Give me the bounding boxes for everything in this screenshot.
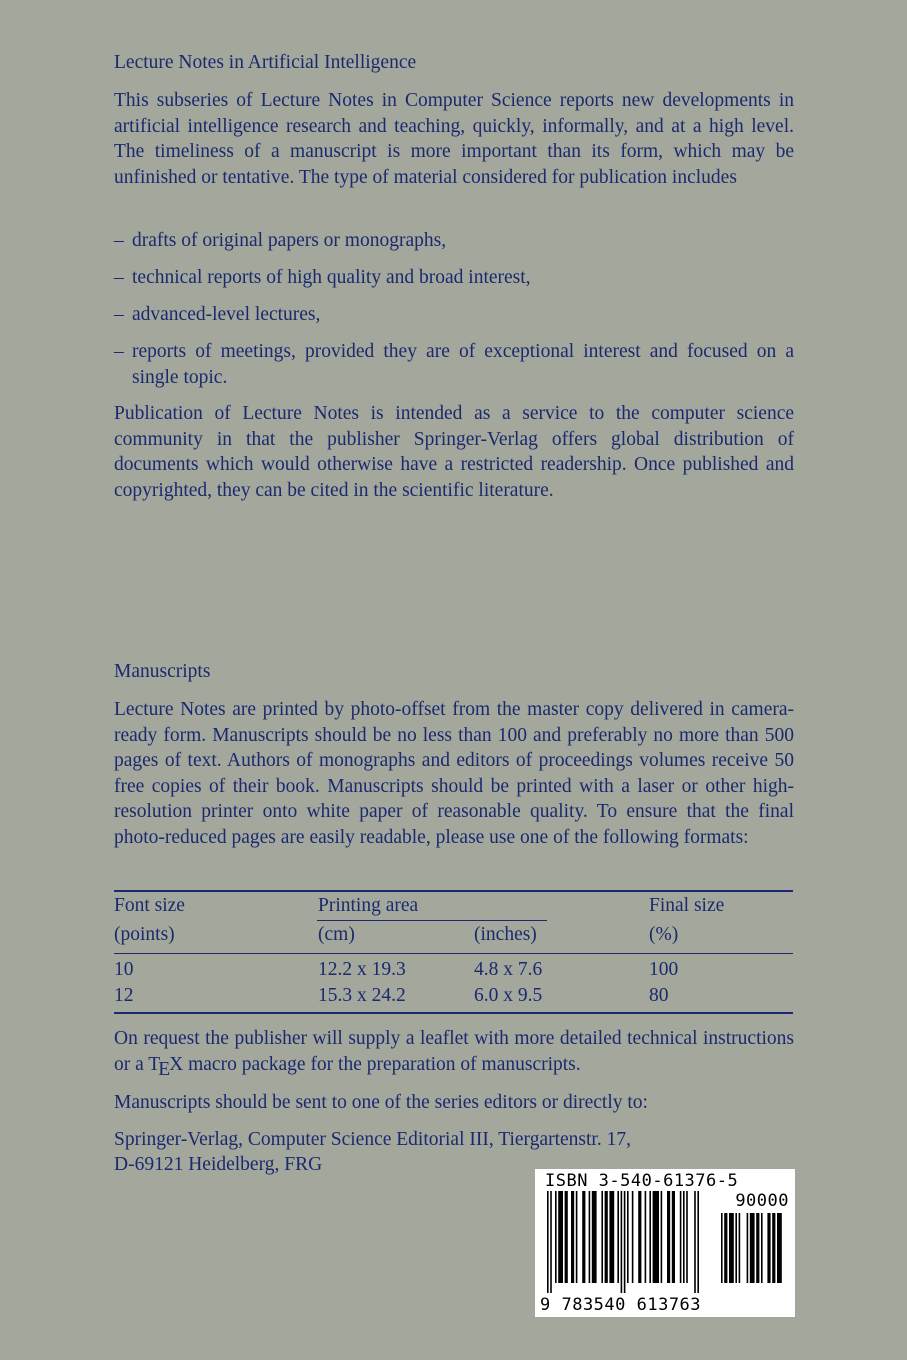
barcode-bar [621,1191,623,1293]
barcode-bar [576,1191,578,1283]
barcode-bar [645,1191,647,1283]
barcode-bar [761,1213,763,1283]
col-header-cm: (cm) [318,924,355,945]
barcode-bar [571,1191,574,1283]
barcode-bar [735,1213,737,1283]
barcode-bar [756,1213,759,1283]
barcode-bar [724,1213,727,1283]
isbn-number: ISBN 3-540-61376-5 [545,1171,739,1191]
ean-number: 9 783540 613763 [540,1295,702,1315]
barcode-bar [638,1191,641,1283]
barcode-bar [589,1191,591,1283]
barcode-bar [729,1213,734,1283]
barcode-bar [747,1213,749,1283]
barcode-bar [605,1191,608,1283]
address-line-2: D-69121 Heidelberg, FRG [114,1154,323,1175]
request-paragraph: On request the publisher will supply a leaflet with more detailed technical instructions or a TEX macro package for the preparation of manuscripts. [114,1028,794,1080]
barcode-bar [672,1191,675,1283]
barcode-bar [649,1191,651,1283]
barcode-bar [550,1191,552,1293]
barcode-bar [777,1213,782,1283]
price-code: 90000 [735,1191,789,1211]
col-header-final-size: Final size [649,895,725,916]
barcode-bar [750,1213,755,1283]
barcode-bar [617,1191,619,1283]
barcode-bar [697,1191,699,1293]
barcode-bar [555,1191,557,1283]
material-list [114,228,794,402]
table-area-rule [317,920,547,921]
barcode-bar [624,1191,626,1293]
barcode-bar [667,1191,670,1283]
barcode-bar [772,1213,775,1283]
barcode-bar [627,1191,629,1283]
send-to-line: Manuscripts should be sent to one of the series editors or directly to: [114,1092,648,1113]
col-header-final-unit: (%) [649,924,679,945]
list-item: – reports of meetings, provided they are of exceptional interest and focused on a single topic. [114,341,794,388]
cell-final: 80 [649,985,669,1006]
col-header-printing-area: Printing area [318,895,419,916]
table-top-rule [114,890,793,892]
col-header-inches: (inches) [474,924,537,945]
barcode-bar [686,1191,688,1283]
manuscripts-body: Lecture Notes are printed by photo-offset from the master copy delivered in camera-ready form. Manuscripts should be no less than 100 and preferably no more than 500 pages of text. Authors of monographs and editors of proceedings volumes receive 50 free copies of their book. Manuscripts should be printed with a laser or other high-resolution printer onto white paper of reasonable quality. To ensure that the final photo-reduced pages are easily readable, please use one of the following formats: [114,699,794,848]
barcode-bar [680,1191,682,1283]
list-item: – drafts of original papers or monographs, [114,230,447,251]
barcode-bar [632,1191,634,1283]
cell-inches: 6.0 x 9.5 [474,985,543,1006]
barcode-bar [582,1191,585,1283]
publication-paragraph: Publication of Lecture Notes is intended as a service to the computer science community in that the publisher Springer-Verlag offers global distribution of documents which would otherwise have a restricted readership. Once published and copyrighted, they can be cited in the scientific literature. [114,403,794,501]
barcode-bar [661,1191,663,1283]
isbn-barcode [535,1169,795,1317]
cell-font: 10 [114,959,134,980]
price-bars [721,1213,789,1293]
barcode-bar [558,1191,563,1283]
barcode-bar [683,1191,685,1283]
col-header-font-size: Font size [114,895,185,916]
table-header-rule [114,953,793,954]
barcode-bar [601,1191,603,1283]
col-header-font-unit: (points) [114,924,175,945]
cell-inches: 4.8 x 7.6 [474,959,543,980]
address-line-1: Springer-Verlag, Computer Science Editorial III, Tiergartenstr. 17, [114,1129,631,1150]
cell-final: 100 [649,959,679,980]
list-item: – technical reports of high quality and broad interest, [114,267,531,288]
barcode-bar [609,1191,614,1283]
barcode-bar [767,1213,770,1283]
barcode-bar [565,1191,568,1283]
barcode-bar [721,1213,723,1283]
ean-bars [547,1191,717,1293]
table-bottom-rule [114,1012,793,1014]
cell-font: 12 [114,985,134,1006]
tex-e-letter: E [158,1058,171,1080]
list-item: – advanced-level lectures, [114,304,321,325]
series-title: Lecture Notes in Artificial Intelligence [114,52,417,73]
barcode-bar [694,1191,696,1293]
barcode-bar [547,1191,549,1293]
cell-cm: 15.3 x 24.2 [318,985,406,1006]
barcode-bar [592,1191,597,1283]
manuscripts-heading: Manuscripts [114,661,211,682]
barcode-bar [653,1191,659,1283]
series-intro: This subseries of Lecture Notes in Computer Science reports new developments in artificial intelligence research and teaching, quickly, informally, and at a high level. The timeliness of a manuscript is more important than its form, which may be unfinished or tentative. The type of material considered for publication includes [114,90,794,188]
barcode-bar [739,1213,741,1283]
cell-cm: 12.2 x 19.3 [318,959,406,980]
